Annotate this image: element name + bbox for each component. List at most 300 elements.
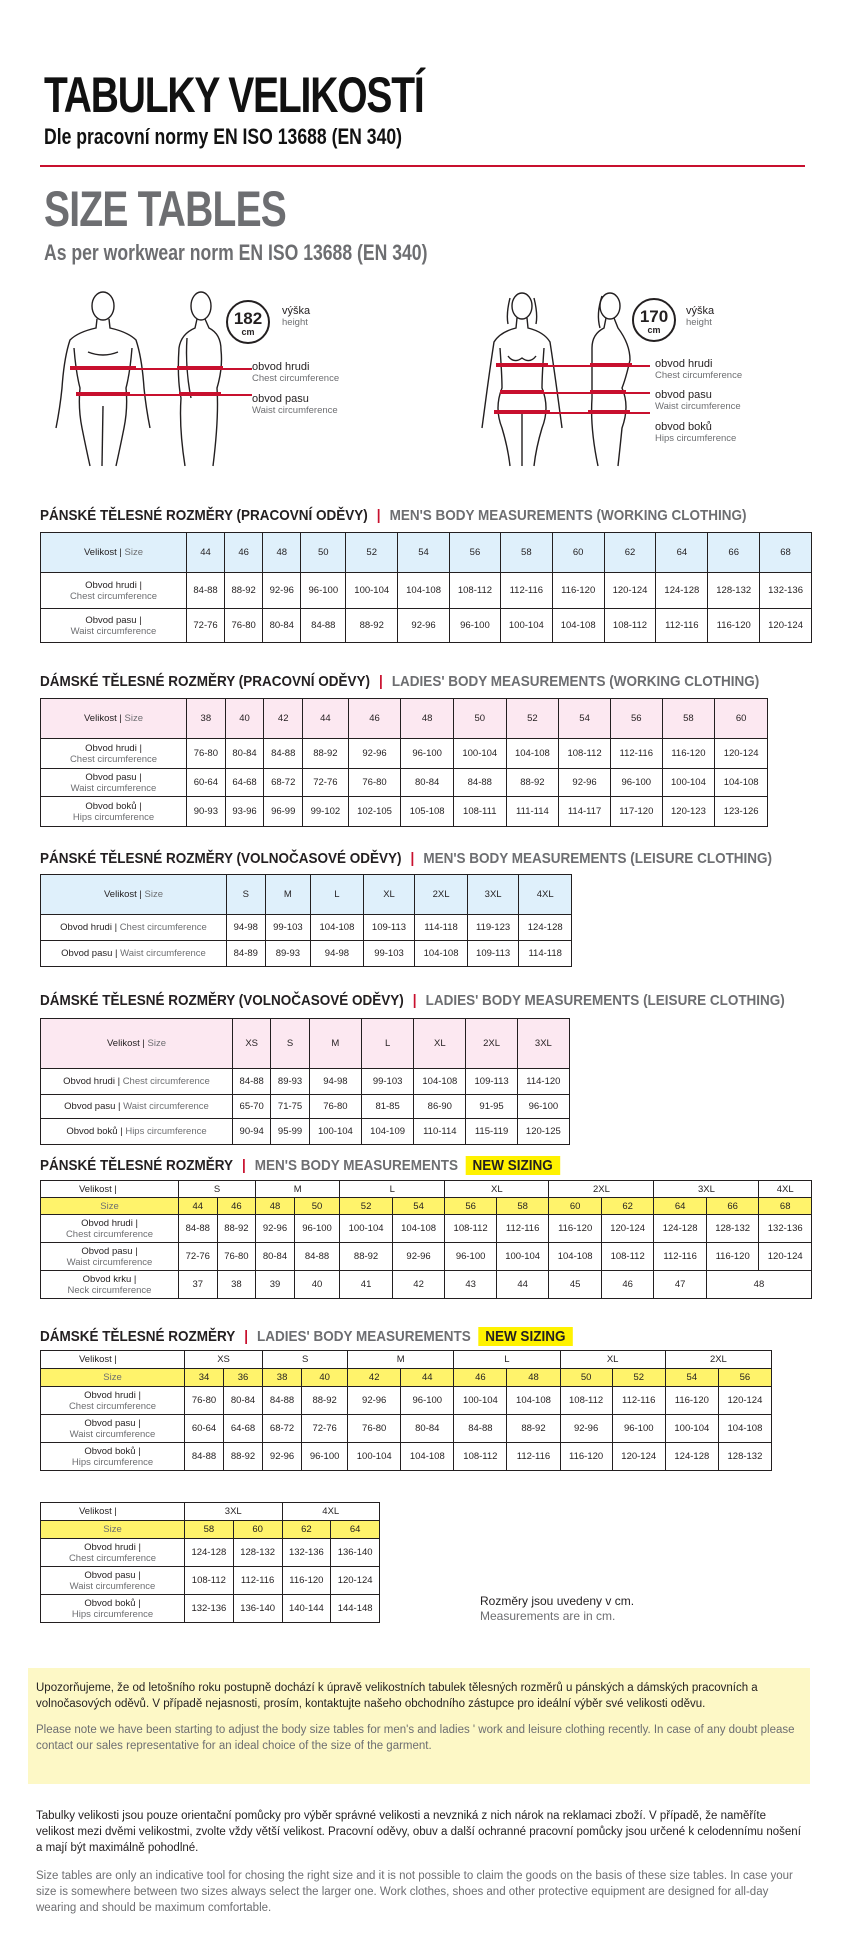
table-cell: 88-92 (224, 1443, 263, 1471)
table-cell: 109-113 (363, 915, 415, 941)
table-cell: 100-104 (453, 739, 506, 769)
table-cell: 104-108 (549, 1243, 602, 1271)
table-cell: 86-90 (414, 1095, 466, 1119)
size-cell: 52 (346, 533, 398, 573)
table-men-leisure (40, 874, 572, 967)
table-cell: 92-96 (560, 1415, 612, 1443)
row-label: Obvod pasu | Waist circumference (41, 609, 187, 643)
table-cell: 64-68 (224, 1415, 263, 1443)
table-cell: 128-132 (233, 1539, 282, 1567)
table-cell: 95-99 (271, 1119, 309, 1145)
table-cell: Velikost | (41, 1503, 185, 1521)
table-cell: 128-132 (708, 573, 760, 609)
table-cell: 60 (549, 1198, 602, 1215)
table-cell: 114-117 (559, 797, 611, 827)
table-cell: XL (445, 1181, 549, 1198)
table-cell: 120-123 (662, 797, 715, 827)
table-cell: 94-98 (309, 1069, 361, 1095)
table-cell: 84-88 (187, 573, 225, 609)
table-cell: 80-84 (256, 1243, 295, 1271)
t1-title: PÁNSKÉ TĚLESNÉ ROZMĚRY (PRACOVNÍ ODĚVY) | MEN'S BODY MEASUREMENTS (WORKING CLOTHING) (40, 507, 747, 524)
table-cell: 56 (610, 699, 662, 739)
table-row (41, 573, 812, 609)
table-cell: M (265, 875, 311, 915)
table-cell: 108-112 (185, 1567, 234, 1595)
t6-title: DÁMSKÉ TĚLESNÉ ROZMĚRY | LADIES' BODY MEASUREMENTS NEW SIZING (40, 1328, 573, 1345)
table-cell: 96-100 (301, 573, 346, 609)
table-row (41, 739, 768, 769)
table-cell: L (454, 1351, 560, 1369)
female-height-value: 170 (639, 307, 669, 326)
size-header-label: Velikost | Size (41, 699, 187, 739)
table-cell: 100-104 (340, 1215, 393, 1243)
size-cell: 64 (656, 533, 708, 573)
table-ladies-leisure (40, 1018, 570, 1145)
table-cell: 44 (303, 699, 349, 739)
table-cell: 120-124 (331, 1567, 380, 1595)
table-cell: 68-72 (264, 769, 303, 797)
table-cell: 92-96 (263, 573, 301, 609)
table-cell: Obvod boků | Hips circumference (41, 1443, 185, 1471)
table-cell: 116-120 (665, 1387, 718, 1415)
table-cell: XL (363, 875, 415, 915)
table-cell: Velikost | Size (41, 875, 227, 915)
table-cell: 140-144 (282, 1595, 331, 1623)
table-cell: 128-132 (706, 1215, 759, 1243)
table-cell: 64-68 (225, 769, 264, 797)
table-cell: Velikost | Size (41, 1019, 233, 1069)
page-title-cz: TABULKY VELIKOSTÍ (44, 67, 424, 123)
table-cell: 37 (179, 1271, 218, 1299)
table-ladies-new-sizing-extended (40, 1502, 380, 1623)
table-cell: 90-93 (187, 797, 226, 827)
table-cell: 104-108 (415, 941, 468, 967)
table-cell: 104-108 (507, 1387, 560, 1415)
table-row (41, 797, 768, 827)
table-cell: 43 (445, 1271, 497, 1299)
male-waist-label: obvod pasu Waist circumference (252, 393, 338, 416)
table-cell: 60 (715, 699, 768, 739)
table-cell: 104-109 (362, 1119, 414, 1145)
table-row (41, 1095, 570, 1119)
table-cell: 100-104 (346, 573, 398, 609)
table-cell: 112-116 (500, 573, 552, 609)
table-cell: Obvod hrudi | Chest circumference (41, 1215, 179, 1243)
table-cell: 88-92 (346, 609, 398, 643)
table-cell: 119-123 (467, 915, 519, 941)
table-cell: 116-120 (662, 739, 715, 769)
female-waist-label: obvod pasu Waist circumference (655, 389, 741, 412)
table-cell: S (263, 1351, 348, 1369)
disclaimer-text-cz: Tabulky velikosti jsou pouze orientační pomůcky pro výběr správné velikosti a nevzniká z nich nárok na reklamaci zboží. V případě, že naměříte velikost mezi dvěmi velikostmi, zvolte vždy větší velikost. Pracovní oděvy, obuv a další ochranné pracovní pomůcky jsou určené k celodennímu nošení a mají být maximálně pohodlné. (36, 1810, 801, 1854)
size-cell: 58 (500, 533, 552, 573)
table-cell: 104-108 (552, 609, 604, 643)
table-cell: 50 (294, 1198, 340, 1215)
table-cell: 96-100 (401, 1387, 454, 1415)
table-cell: 132-136 (760, 573, 812, 609)
table-cell: 46 (601, 1271, 654, 1299)
table-cell: 112-116 (656, 609, 708, 643)
table-cell: L (311, 875, 364, 915)
table-cell: 102-105 (348, 797, 401, 827)
male-height-unit: cm (241, 327, 255, 337)
table-cell: 80-84 (224, 1387, 263, 1415)
table-cell: 100-104 (496, 1243, 549, 1271)
table-cell: XS (185, 1351, 263, 1369)
table-cell: 89-93 (265, 941, 311, 967)
table-row (41, 915, 572, 941)
table-ladies-working (40, 698, 768, 827)
table-cell: 84-88 (264, 739, 303, 769)
table-cell: 46 (348, 699, 401, 739)
table-cell: 38 (187, 699, 226, 739)
table-cell: 52 (506, 699, 559, 739)
male-chest-label: obvod hrudi Chest circumference (252, 361, 340, 384)
table-row (41, 1215, 812, 1243)
table-cell: Obvod pasu | Waist circumference (41, 1567, 185, 1595)
table-cell: 88-92 (225, 573, 263, 609)
table-row (41, 1119, 570, 1145)
t3-title: PÁNSKÉ TĚLESNÉ ROZMĚRY (VOLNOČASOVÉ ODĚVY) | MEN'S BODY MEASUREMENTS (LEISURE CLOTHING) (40, 850, 773, 867)
table-cell: 38 (263, 1369, 302, 1387)
table-cell: Obvod hrudi | Chest circumference (41, 739, 187, 769)
table-cell: Obvod pasu | Waist circumference (41, 769, 187, 797)
table-cell: 124-128 (185, 1539, 234, 1567)
table-cell: 84-88 (233, 1069, 271, 1095)
table-cell: S (227, 875, 266, 915)
table-cell: 66 (706, 1198, 759, 1215)
size-header-label: Velikost | Size (41, 533, 187, 573)
table-cell: 124-128 (665, 1443, 718, 1471)
table-cell: Obvod hrudi | Chest circumference (41, 1069, 233, 1095)
table-cell: 54 (392, 1198, 445, 1215)
units-note: Rozměry jsou uvedeny v cm. Measurements are in cm. (480, 1594, 635, 1623)
table-cell: 115-119 (466, 1119, 517, 1145)
table-cell: 56 (445, 1198, 497, 1215)
table-cell: 3XL (185, 1503, 283, 1521)
table-cell: 4XL (759, 1181, 812, 1198)
table-cell: 100-104 (348, 1443, 401, 1471)
table-cell: 62 (282, 1521, 331, 1539)
table-cell: 100-104 (665, 1415, 718, 1443)
table-cell: 108-112 (454, 1443, 507, 1471)
table-cell: 132-136 (185, 1595, 234, 1623)
table-cell: 58 (185, 1521, 234, 1539)
table-cell: 84-88 (301, 609, 346, 643)
table-cell: 144-148 (331, 1595, 380, 1623)
table-cell: 46 (454, 1369, 507, 1387)
table-cell: 116-120 (552, 573, 604, 609)
table-cell: 120-124 (759, 1243, 812, 1271)
t4-title: DÁMSKÉ TĚLESNÉ ROZMĚRY (VOLNOČASOVÉ ODĚVY) | LADIES' BODY MEASUREMENTS (LEISURE CLOTHING) (40, 992, 785, 1009)
table-row (41, 1069, 570, 1095)
table-cell: 76-80 (348, 1415, 401, 1443)
table-cell: 112-116 (233, 1567, 282, 1595)
table-cell: Velikost | (41, 1351, 185, 1369)
table-cell: 108-111 (453, 797, 506, 827)
table-cell: 60-64 (187, 769, 226, 797)
table-cell: 4XL (282, 1503, 380, 1521)
table-cell: 44 (401, 1369, 454, 1387)
table-cell: 136-140 (331, 1539, 380, 1567)
table-cell: Obvod boků | Hips circumference (41, 1595, 185, 1623)
table-cell: 3XL (517, 1019, 569, 1069)
table-cell: M (256, 1181, 340, 1198)
table-cell: 93-96 (225, 797, 264, 827)
table-cell: 65-70 (233, 1095, 271, 1119)
table-cell: 120-124 (718, 1387, 771, 1415)
table-cell: 88-92 (340, 1243, 393, 1271)
female-waist-line (540, 392, 650, 394)
table-row (41, 1595, 380, 1623)
table-cell: 120-124 (715, 739, 768, 769)
table-cell: 100-104 (309, 1119, 361, 1145)
table-cell: 90-94 (233, 1119, 271, 1145)
table-cell: 80-84 (401, 769, 454, 797)
male-height-badge (226, 300, 270, 344)
disclaimer (36, 1808, 806, 1916)
table-cell: 2XL (466, 1019, 517, 1069)
table-row (41, 769, 768, 797)
table-cell: 114-120 (517, 1069, 569, 1095)
table-cell: 42 (348, 1369, 401, 1387)
table-cell: 46 (217, 1198, 256, 1215)
table-cell: 110-114 (414, 1119, 466, 1145)
table-cell: Size (41, 1369, 185, 1387)
table-cell: 123-126 (715, 797, 768, 827)
table-cell: 100-104 (500, 609, 552, 643)
table-cell: 120-124 (601, 1215, 654, 1243)
table-cell: 104-108 (718, 1415, 771, 1443)
table-cell: 72-76 (179, 1243, 218, 1271)
table-cell: 88-92 (302, 1387, 348, 1415)
male-waist-line (110, 394, 252, 396)
table-cell: 45 (549, 1271, 602, 1299)
female-chest-line (540, 365, 650, 367)
table-cell: 104-108 (392, 1215, 445, 1243)
table-men-working (40, 532, 812, 643)
table-cell: 100-104 (662, 769, 715, 797)
table-cell: 92-96 (263, 1443, 302, 1471)
table-cell: 120-125 (517, 1119, 569, 1145)
table-cell: 105-108 (401, 797, 454, 827)
table-cell: 114-118 (415, 915, 468, 941)
table-cell: 76-80 (309, 1095, 361, 1119)
table-cell: 100-104 (454, 1387, 507, 1415)
table-cell: 2XL (549, 1181, 654, 1198)
table-cell: Obvod hrudi | Chest circumference (41, 915, 227, 941)
table-cell: 92-96 (398, 609, 450, 643)
table-cell: 40 (302, 1369, 348, 1387)
table-cell: 99-103 (362, 1069, 414, 1095)
table-cell: 116-120 (706, 1243, 759, 1271)
page-subtitle-en: As per workwear norm EN ISO 13688 (EN 340) (44, 240, 428, 265)
table-cell: 112-116 (612, 1387, 665, 1415)
table-cell: 114-118 (519, 941, 572, 967)
table-cell: 54 (559, 699, 611, 739)
table-cell: 111-114 (506, 797, 559, 827)
table-cell: 94-98 (311, 941, 364, 967)
size-cell: 46 (225, 533, 263, 573)
table-cell: 52 (612, 1369, 665, 1387)
header-divider (40, 165, 805, 167)
table-cell: 89-93 (271, 1069, 309, 1095)
table-cell: Obvod pasu | Waist circumference (41, 1415, 185, 1443)
female-chest-label: obvod hrudi Chest circumference (655, 358, 743, 381)
table-cell: 68 (759, 1198, 812, 1215)
table-cell: 92-96 (256, 1215, 295, 1243)
table-cell: 52 (340, 1198, 393, 1215)
table-cell: 44 (179, 1198, 218, 1215)
table-cell: Velikost | (41, 1181, 179, 1198)
table-cell: Size (41, 1521, 185, 1539)
table-men-new-sizing (40, 1180, 812, 1299)
table-cell: 116-120 (282, 1567, 331, 1595)
table-cell: 99-103 (265, 915, 311, 941)
table-cell: 112-116 (654, 1243, 707, 1271)
table-cell: 48 (507, 1369, 560, 1387)
table-cell: 2XL (665, 1351, 771, 1369)
table-cell: 132-136 (282, 1539, 331, 1567)
table-cell: 42 (264, 699, 303, 739)
table-cell: 84-88 (263, 1387, 302, 1415)
table-cell: 72-76 (187, 609, 225, 643)
table-cell: 108-112 (559, 739, 611, 769)
table-cell: Obvod pasu | Waist circumference (41, 1243, 179, 1271)
table-cell: 48 (401, 699, 454, 739)
table-cell: XL (560, 1351, 665, 1369)
table-cell: 47 (654, 1271, 707, 1299)
table-cell: S (271, 1019, 309, 1069)
disclaimer-text-en: Size tables are only an indicative tool for chosing the right size and it is not possible to claim the goods on the basis of these size tables. In case your size is somewhere between two sizes always select the larger one. Work clothes, shoes and other protective equipment are designed for all-day wearing and should be maximum comfortable. (36, 1870, 793, 1914)
table-cell: M (348, 1351, 454, 1369)
table-cell: 68-72 (263, 1415, 302, 1443)
table-cell: 60 (233, 1521, 282, 1539)
table-cell: 109-113 (467, 941, 519, 967)
page-title-en: SIZE TABLES (44, 181, 287, 237)
row-label: Obvod hrudi | Chest circumference (41, 573, 187, 609)
table-cell: 92-96 (392, 1243, 445, 1271)
male-figure-front-illustration (48, 288, 158, 468)
table-cell: 34 (185, 1369, 224, 1387)
table-row (41, 1567, 380, 1595)
table-cell: 88-92 (303, 739, 349, 769)
size-cell: 50 (301, 533, 346, 573)
table-cell: 50 (560, 1369, 612, 1387)
table-cell: 42 (392, 1271, 445, 1299)
table-cell: 36 (224, 1369, 263, 1387)
table-cell: 108-112 (601, 1243, 654, 1271)
table-cell: 84-88 (294, 1243, 340, 1271)
new-sizing-badge: NEW SIZING (478, 1327, 573, 1346)
table-cell: 120-124 (604, 573, 656, 609)
table-cell: L (340, 1181, 445, 1198)
table-row (41, 1271, 812, 1299)
table-cell: 92-96 (348, 739, 401, 769)
table-cell: 96-100 (302, 1443, 348, 1471)
table-cell: 104-108 (715, 769, 768, 797)
table-cell: Obvod boků | Hips circumference (41, 1119, 233, 1145)
table-cell: Obvod pasu | Waist circumference (41, 941, 227, 967)
table-cell: 72-76 (302, 1415, 348, 1443)
table-cell: 120-124 (612, 1443, 665, 1471)
table-cell: 40 (225, 699, 264, 739)
table-cell: 104-108 (311, 915, 364, 941)
table-cell: 116-120 (549, 1215, 602, 1243)
male-figure-side-illustration (165, 288, 235, 468)
table-cell: 104-108 (401, 1443, 454, 1471)
table-cell: 56 (718, 1369, 771, 1387)
table-cell: 96-99 (264, 797, 303, 827)
table-cell: 39 (256, 1271, 295, 1299)
table-cell: 112-116 (507, 1443, 560, 1471)
table-cell: 88-92 (507, 1415, 560, 1443)
table-cell: 40 (294, 1271, 340, 1299)
female-height-badge (632, 298, 676, 342)
table-cell: 96-100 (517, 1095, 569, 1119)
table-row (41, 1443, 772, 1471)
table-cell: 84-88 (185, 1443, 224, 1471)
table-cell: 117-120 (610, 797, 662, 827)
table-row (41, 1415, 772, 1443)
table-cell: 54 (665, 1369, 718, 1387)
table-cell: Obvod hrudi | Chest circumference (41, 1387, 185, 1415)
female-figure-side-illustration (580, 288, 640, 468)
table-cell: 88-92 (506, 769, 559, 797)
page-subtitle-cz: Dle pracovní normy EN ISO 13688 (EN 340) (44, 124, 403, 149)
table-cell: 108-112 (445, 1215, 497, 1243)
female-height-unit: cm (647, 325, 661, 335)
table-cell: Obvod boků | Hips circumference (41, 797, 187, 827)
table-cell: 124-128 (519, 915, 572, 941)
table-cell: 50 (453, 699, 506, 739)
table-cell: 104-108 (398, 573, 450, 609)
table-cell: 80-84 (225, 739, 264, 769)
table-cell: 91-95 (466, 1095, 517, 1119)
table-cell: 108-112 (604, 609, 656, 643)
table-cell: 136-140 (233, 1595, 282, 1623)
female-hips-label: obvod boků Hips circumference (655, 421, 737, 444)
male-height-label: výška height (282, 305, 311, 328)
table-cell: 96-100 (401, 739, 454, 769)
table-cell: 99-103 (363, 941, 415, 967)
notice-text-cz: Upozorňujeme, že od letošního roku postupně dochází k úpravě velikostních tabulek tělesných rozměrů u pánských a dámských pracovních a volnočasových oděvů. V případě nejasnosti, prosím, kontaktujte našeho obchodního zástupce pro ideální výběr své velikosti oděvu. (36, 1682, 758, 1710)
table-cell: 60-64 (185, 1415, 224, 1443)
size-cell: 54 (398, 533, 450, 573)
table-cell: 88-92 (217, 1215, 256, 1243)
table-cell: 76-80 (187, 739, 226, 769)
table-cell: 84-88 (179, 1215, 218, 1243)
table-cell: 124-128 (654, 1215, 707, 1243)
table-cell: 4XL (519, 875, 572, 915)
table-cell: S (179, 1181, 256, 1198)
male-height-value: 182 (233, 309, 263, 328)
table-cell: Obvod pasu | Waist circumference (41, 1095, 233, 1119)
table-cell: 84-88 (453, 769, 506, 797)
table-cell: 80-84 (263, 609, 301, 643)
size-cell: 66 (708, 533, 760, 573)
table-row (41, 1387, 772, 1415)
table-cell: 3XL (654, 1181, 759, 1198)
table-cell: 64 (654, 1198, 707, 1215)
table-row (41, 609, 812, 643)
table-cell: 94-98 (227, 915, 266, 941)
size-cell: 60 (552, 533, 604, 573)
table-cell: 108-112 (560, 1387, 612, 1415)
size-cell: 48 (263, 533, 301, 573)
table-cell: 96-100 (610, 769, 662, 797)
table-cell: XS (233, 1019, 271, 1069)
